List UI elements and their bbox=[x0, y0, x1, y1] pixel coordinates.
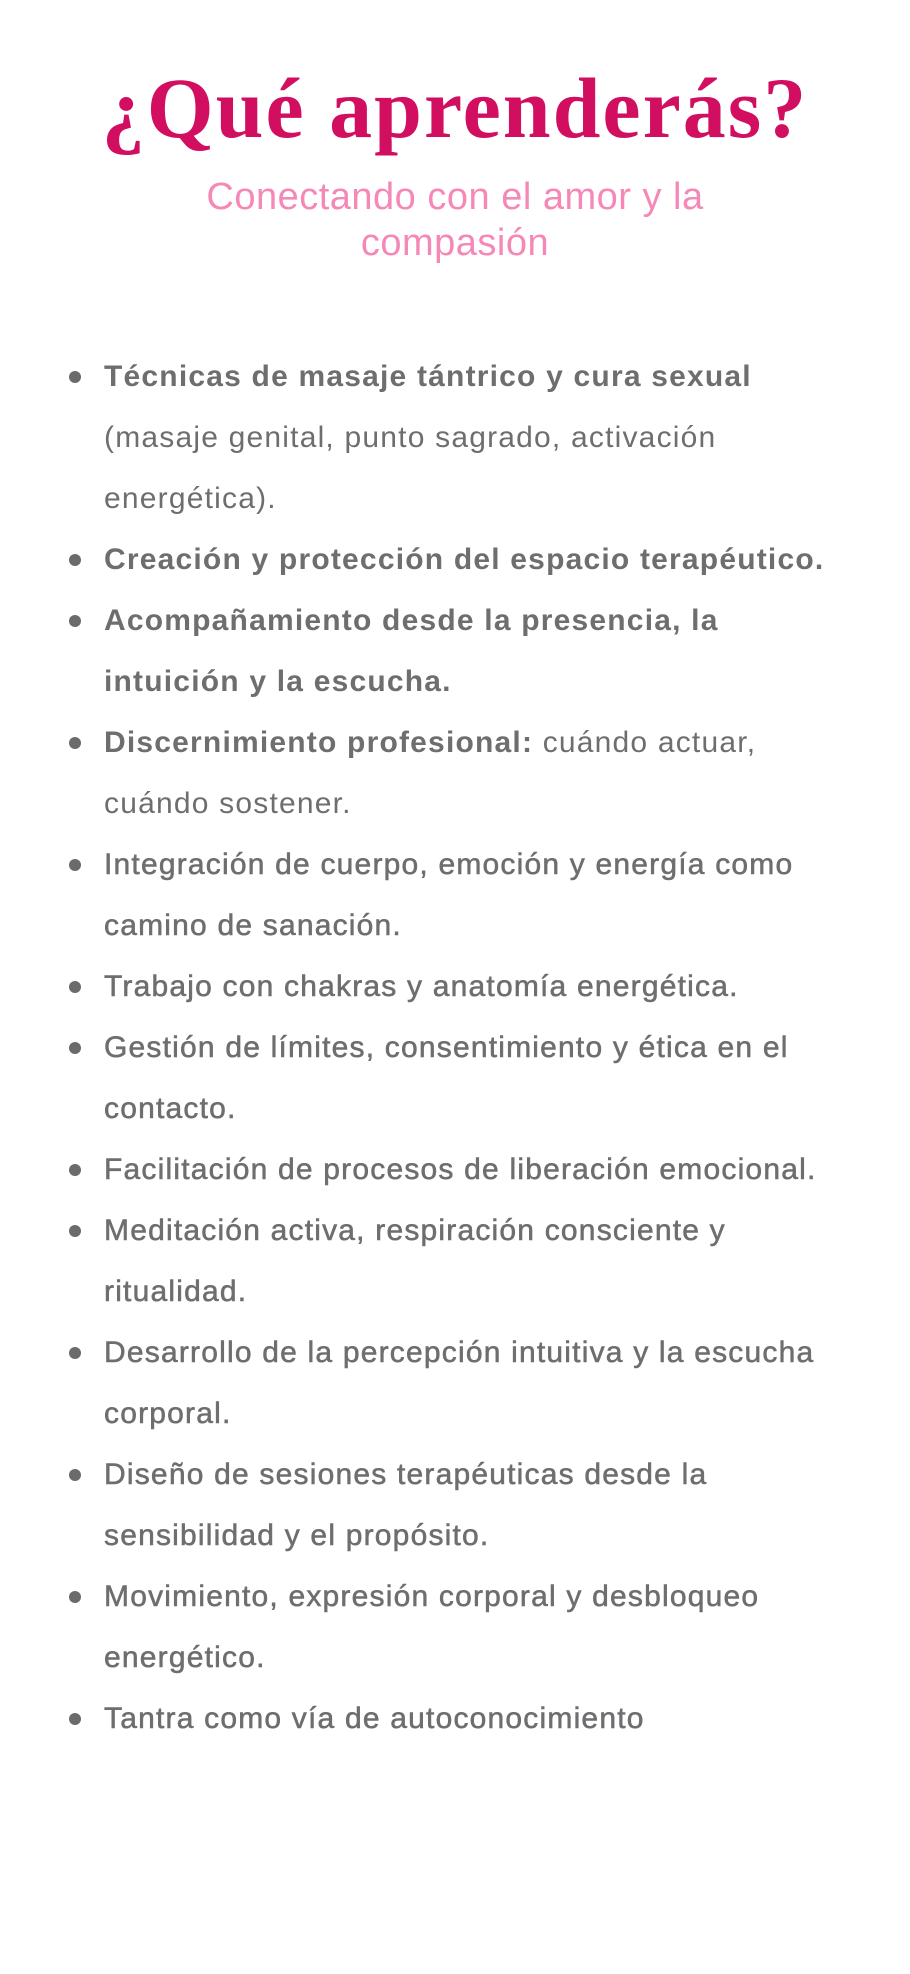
list-item bbox=[104, 529, 852, 590]
text-segment: Movimiento, expresión corporal y desbloqueo energético. bbox=[104, 1580, 760, 1674]
bullet-dot-icon bbox=[69, 1713, 81, 1725]
list-item-text bbox=[104, 1336, 814, 1430]
list-item bbox=[104, 834, 852, 956]
bullet-dot-icon bbox=[69, 554, 81, 566]
list-item-text bbox=[104, 360, 752, 515]
list-item bbox=[104, 712, 852, 834]
bullet-dot-icon bbox=[69, 615, 81, 627]
list-item-text bbox=[104, 970, 739, 1003]
learning-list bbox=[104, 346, 852, 1749]
list-item-text bbox=[104, 726, 756, 820]
text-segment: Meditación activa, respiración consciente y ritualidad. bbox=[104, 1214, 726, 1308]
list-item bbox=[104, 1322, 852, 1444]
list-item-text bbox=[104, 1214, 726, 1308]
list-item-text bbox=[104, 1153, 817, 1186]
text-segment: Acompañamiento desde la presencia, la intuición y la escucha. bbox=[104, 604, 719, 698]
bullet-dot-icon bbox=[69, 1225, 81, 1237]
bullet-dot-icon bbox=[69, 371, 81, 383]
text-segment: Desarrollo de la percepción intuitiva y la escucha corporal. bbox=[104, 1336, 815, 1430]
list-item-text bbox=[104, 848, 793, 942]
list-item-text bbox=[104, 543, 824, 576]
bullet-dot-icon bbox=[69, 737, 81, 749]
bullet-dot-icon bbox=[69, 1469, 81, 1481]
text-segment: Discernimiento profesional: bbox=[104, 726, 543, 759]
text-segment: Gestión de límites, consentimiento y ética en el contacto. bbox=[104, 1031, 789, 1125]
list-item bbox=[104, 1200, 852, 1322]
bullet-dot-icon bbox=[69, 1042, 81, 1054]
list-item-text bbox=[104, 1702, 645, 1735]
text-segment: cuándo actuar, cuándo sostener. bbox=[104, 726, 757, 820]
page-title: ¿Qué aprenderás? bbox=[101, 60, 809, 156]
list-item bbox=[104, 1017, 852, 1139]
list-item bbox=[104, 1139, 852, 1200]
list-item-text bbox=[104, 1458, 707, 1552]
text-segment: Trabajo con chakras y anatomía energética. bbox=[104, 970, 739, 1003]
text-segment: Integración de cuerpo, emoción y energía como camino de sanación. bbox=[104, 848, 794, 942]
text-segment: (masaje genital, punto sagrado, activación energética). bbox=[104, 421, 717, 515]
list-item bbox=[104, 1688, 852, 1749]
bullet-dot-icon bbox=[69, 1591, 81, 1603]
list-item-text bbox=[104, 1031, 789, 1125]
list-item bbox=[104, 346, 852, 529]
text-segment: Diseño de sesiones terapéuticas desde la sensibilidad y el propósito. bbox=[104, 1458, 708, 1552]
list-item bbox=[104, 956, 852, 1017]
bullet-dot-icon bbox=[69, 1347, 81, 1359]
text-segment: Facilitación de procesos de liberación emocional. bbox=[104, 1153, 817, 1186]
list-item bbox=[104, 1566, 852, 1688]
page-subtitle: Conectando con el amor y la compasión bbox=[206, 176, 704, 264]
list-item bbox=[104, 590, 852, 712]
text-segment: Técnicas de masaje tántrico y cura sexual bbox=[104, 360, 752, 393]
bullet-dot-icon bbox=[69, 981, 81, 993]
bullet-dot-icon bbox=[69, 859, 81, 871]
bullet-dot-icon bbox=[69, 1164, 81, 1176]
text-segment: Tantra como vía de autoconocimiento bbox=[104, 1702, 645, 1735]
text-segment: Creación y protección del espacio terapéutico. bbox=[104, 543, 825, 576]
list-item-text bbox=[104, 1580, 759, 1674]
list-item bbox=[104, 1444, 852, 1566]
list-item-text bbox=[104, 604, 719, 698]
